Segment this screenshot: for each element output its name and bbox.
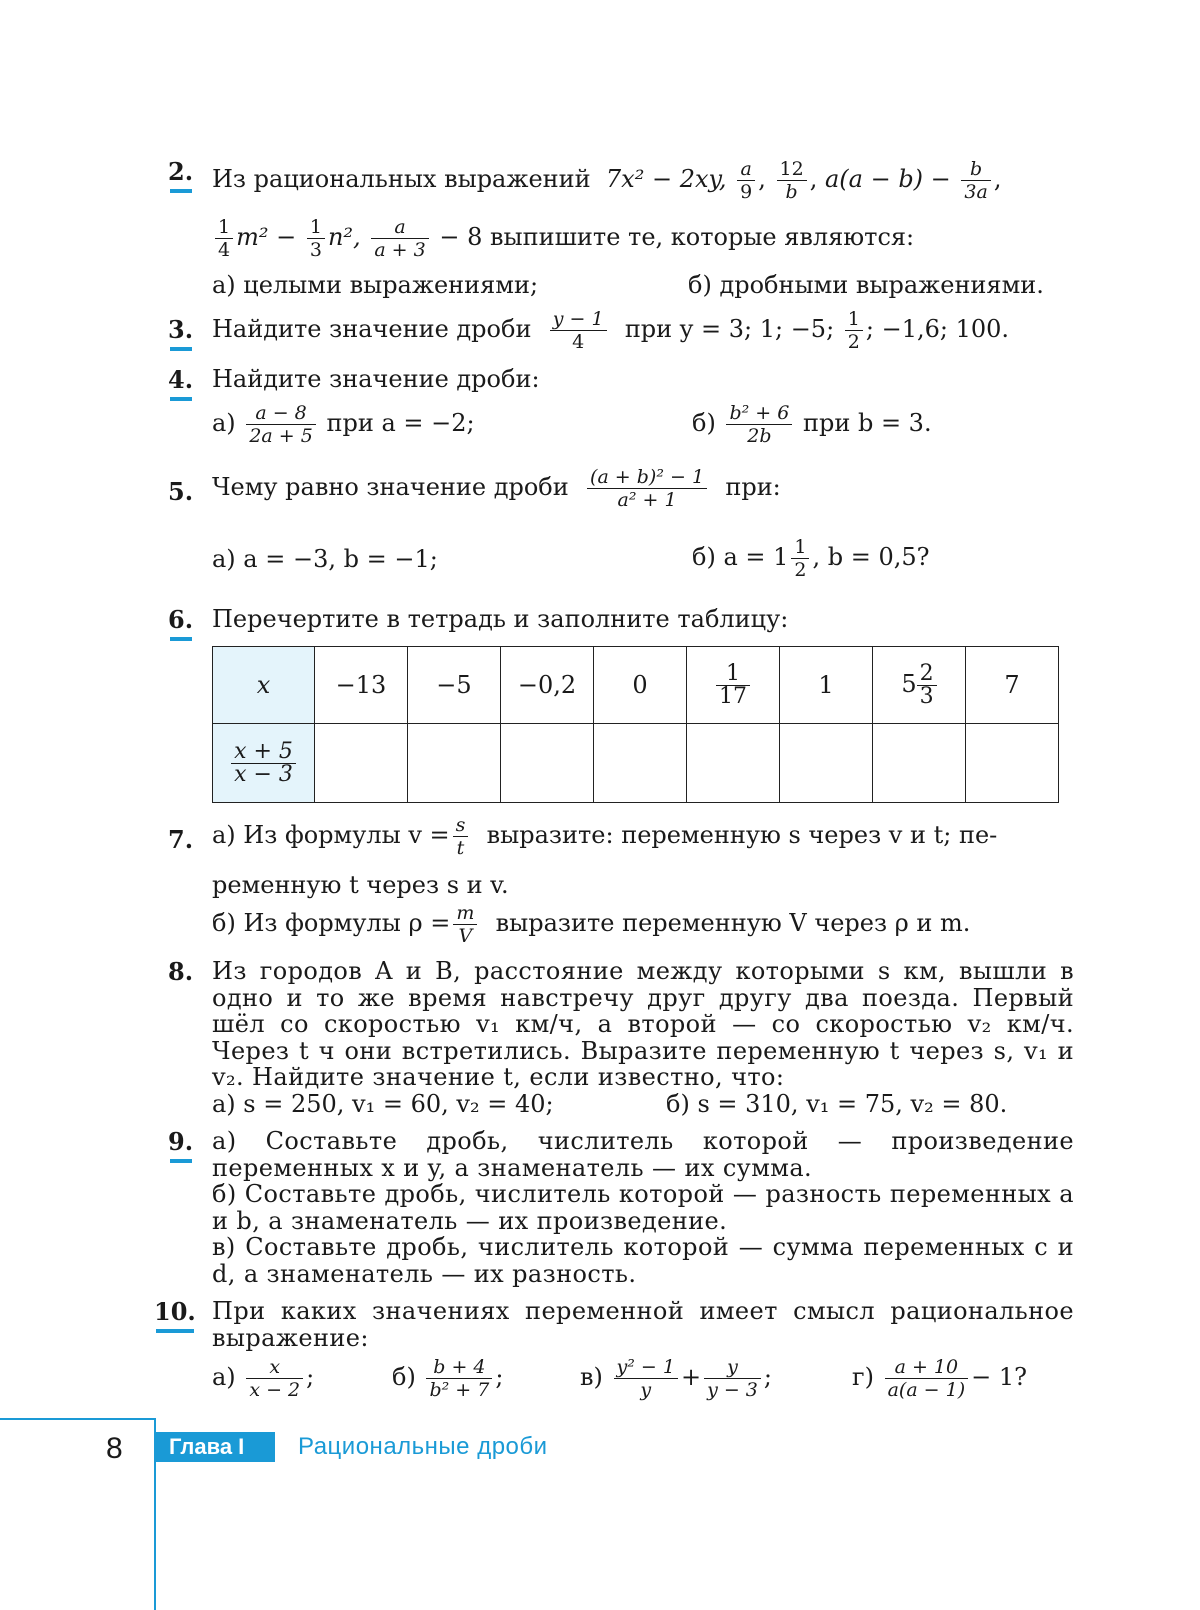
fraction: $\frac{a - 8}{2a + 5}$ <box>246 402 316 447</box>
table-header-expression: $\frac{x + 5}{x - 3}$ <box>213 724 315 803</box>
table-cell-empty <box>501 724 594 803</box>
fraction: $\frac{a}{9}$ <box>737 158 755 203</box>
table-cell-empty <box>594 724 687 803</box>
option-a: а) s = 250, v₁ = 60, v₂ = 40; <box>212 1090 554 1118</box>
underline-marker <box>170 347 192 351</box>
table-cell: 1 <box>780 647 873 724</box>
exercise-text: Из городов A и B, расстояние между которыми s км, вышли в одно и то же время навстречу друг другу два поезда. Первый шёл со скоростью v₁ км/ч, а второй — со скоростью v₂ км/ч. Через t ч они встретились. Выразите переменную t через s, v₁ и v₂. Найдите значение t, если известно, что: <box>212 957 1074 1091</box>
fraction: $\frac{x}{x - 2}$ <box>246 1356 303 1401</box>
page-corner-frame <box>0 1418 156 1610</box>
option-a: а) $\frac{x}{x - 2}$ ; <box>212 1356 315 1401</box>
fraction: $\frac{y - 1}{4}$ <box>550 308 607 353</box>
fraction: $\frac{b + 4}{\text{b² + 7}}$ <box>426 1356 492 1401</box>
exercise-number: 4. <box>168 366 193 393</box>
option-c: в) $\frac{\text{y² − 1}}{y}$ + $\frac{y}{y - 3}$ ; <box>580 1356 772 1401</box>
part-b: б) Составьте дробь, числитель которой — разность переменных a и b, а знаменатель — их произведение. <box>212 1180 1074 1235</box>
table-cell-empty <box>966 724 1059 803</box>
values-table <box>212 646 1059 803</box>
option-a: а) a = −3, b = −1; <box>212 545 438 573</box>
part-b: б) Из формулы ρ = $\frac{m}{V}$ выразите переменную V через ρ и m. <box>212 902 971 947</box>
fraction: $\frac{b}{3a}$ <box>961 158 990 203</box>
fraction: $\frac{m}{V}$ <box>453 902 477 947</box>
option-d: г) $\frac{a + 10}{a(a - 1)}$ − 1? <box>852 1356 1028 1401</box>
fraction: $\frac{a + 10}{a(a - 1)}$ <box>885 1356 969 1401</box>
table-cell: $\frac{1}{17}$ <box>687 647 780 724</box>
exercise-text: Из рациональных выражений 7x² − 2xy, $\frac{a}{9}$ , $\frac{12}{b}$ , a(a − b) − $\frac{b}{3a}$ , <box>212 158 1002 203</box>
exercise-text: Найдите значение дроби $\frac{y - 1}{4}$ при y = 3; 1; −5; $\frac{1}{2}$ ; −1,6; 100. <box>212 308 1010 353</box>
exercise-text: При каких значениях переменной имеет смысл рациональное выражение: <box>212 1297 1074 1352</box>
page-number: 8 <box>106 1432 123 1465</box>
underline-marker <box>170 637 192 641</box>
table-cell: 0 <box>594 647 687 724</box>
exercise-number: 2. <box>168 158 193 185</box>
fraction: $\frac{s}{t}$ <box>453 814 469 859</box>
option-b: б) a = 1 $\frac{1}{2}$ , b = 0,5? <box>692 536 930 581</box>
exercise-number: 7. <box>168 825 194 854</box>
option-a: а) $\frac{a - 8}{2a + 5}$ при a = −2; <box>212 402 475 447</box>
chapter-title: Рациональные дроби <box>298 1433 548 1460</box>
underline-marker <box>156 1329 194 1333</box>
table-cell: −13 <box>315 647 408 724</box>
fraction: $\frac{1}{2}$ <box>791 536 809 581</box>
table-cell: −0,2 <box>501 647 594 724</box>
part-c: в) Составьте дробь, числитель которой — сумма переменных c и d, а знаменатель — их разность. <box>212 1233 1074 1288</box>
fraction: $\frac{1}{2}$ <box>845 308 863 353</box>
exercise-text: Найдите значение дроби: <box>212 365 540 393</box>
underline-marker <box>170 397 192 401</box>
exercise-number: 9. <box>168 1128 193 1155</box>
option-b: б) s = 310, v₁ = 75, v₂ = 80. <box>666 1090 1008 1118</box>
fraction: $\frac{y}{y - 3}$ <box>704 1356 761 1401</box>
option-b: б) $\frac{b + 4}{\text{b² + 7}}$ ; <box>392 1356 504 1401</box>
fraction: $\frac{\text{(a + b)² − 1}}{\text{a² + 1}}$ <box>587 466 707 511</box>
table-cell-empty <box>315 724 408 803</box>
fraction: $\frac{12}{b}$ <box>777 158 807 203</box>
part-a: а) Составьте дробь, числитель которой — произведение переменных x и y, а знаменатель — их сумма. <box>212 1127 1074 1182</box>
table-cell-empty <box>780 724 873 803</box>
option-b: б) дробными выражениями. <box>688 271 1044 299</box>
underline-marker <box>170 189 192 193</box>
table-cell-empty <box>873 724 966 803</box>
fraction: $\frac{\text{y² − 1}}{y}$ <box>614 1356 678 1401</box>
option-a: а) целыми выражениями; <box>212 271 539 299</box>
fraction: $\frac{1}{3}$ <box>307 216 325 261</box>
part-a: а) Из формулы v = $\frac{s}{t}$ выразите: переменную s через v и t; пе- <box>212 814 998 859</box>
exercise-number: 3. <box>168 316 193 343</box>
table-cell: −5 <box>408 647 501 724</box>
exercise-number: 6. <box>168 606 193 633</box>
option-b: б) $\frac{\text{b² + 6}}{2b}$ при b = 3. <box>692 402 932 447</box>
exercise-text: Чему равно значение дроби $\frac{\text{(a + b)² − 1}}{\text{a² + 1}}$ при: <box>212 466 781 511</box>
underline-marker <box>170 1159 192 1163</box>
exercise-number: 8. <box>168 957 194 986</box>
fraction: $\frac{\text{b² + 6}}{2b}$ <box>726 402 792 447</box>
exercise-text-line2: $\frac{1}{4}$ m² − $\frac{1}{3}$ n², $\frac{a}{a + 3}$ − 8 выпишите те, которые являются: <box>212 216 914 261</box>
fraction: $\frac{a}{a + 3}$ <box>371 216 428 261</box>
table-cell-empty <box>687 724 780 803</box>
chapter-badge: Глава I <box>155 1432 275 1462</box>
exercise-number: 10. <box>154 1298 196 1325</box>
fraction: $\frac{1}{4}$ <box>215 216 233 261</box>
exercise-number: 5. <box>168 477 194 506</box>
table-cell: 7 <box>966 647 1059 724</box>
table-cell: 5 $\frac{2}{3}$ <box>873 647 966 724</box>
table-cell-empty <box>408 724 501 803</box>
part-a-line2: ременную t через s и v. <box>212 871 509 899</box>
table-header-x: x <box>213 647 315 724</box>
exercise-text: Перечертите в тетрадь и заполните таблицу: <box>212 605 789 633</box>
